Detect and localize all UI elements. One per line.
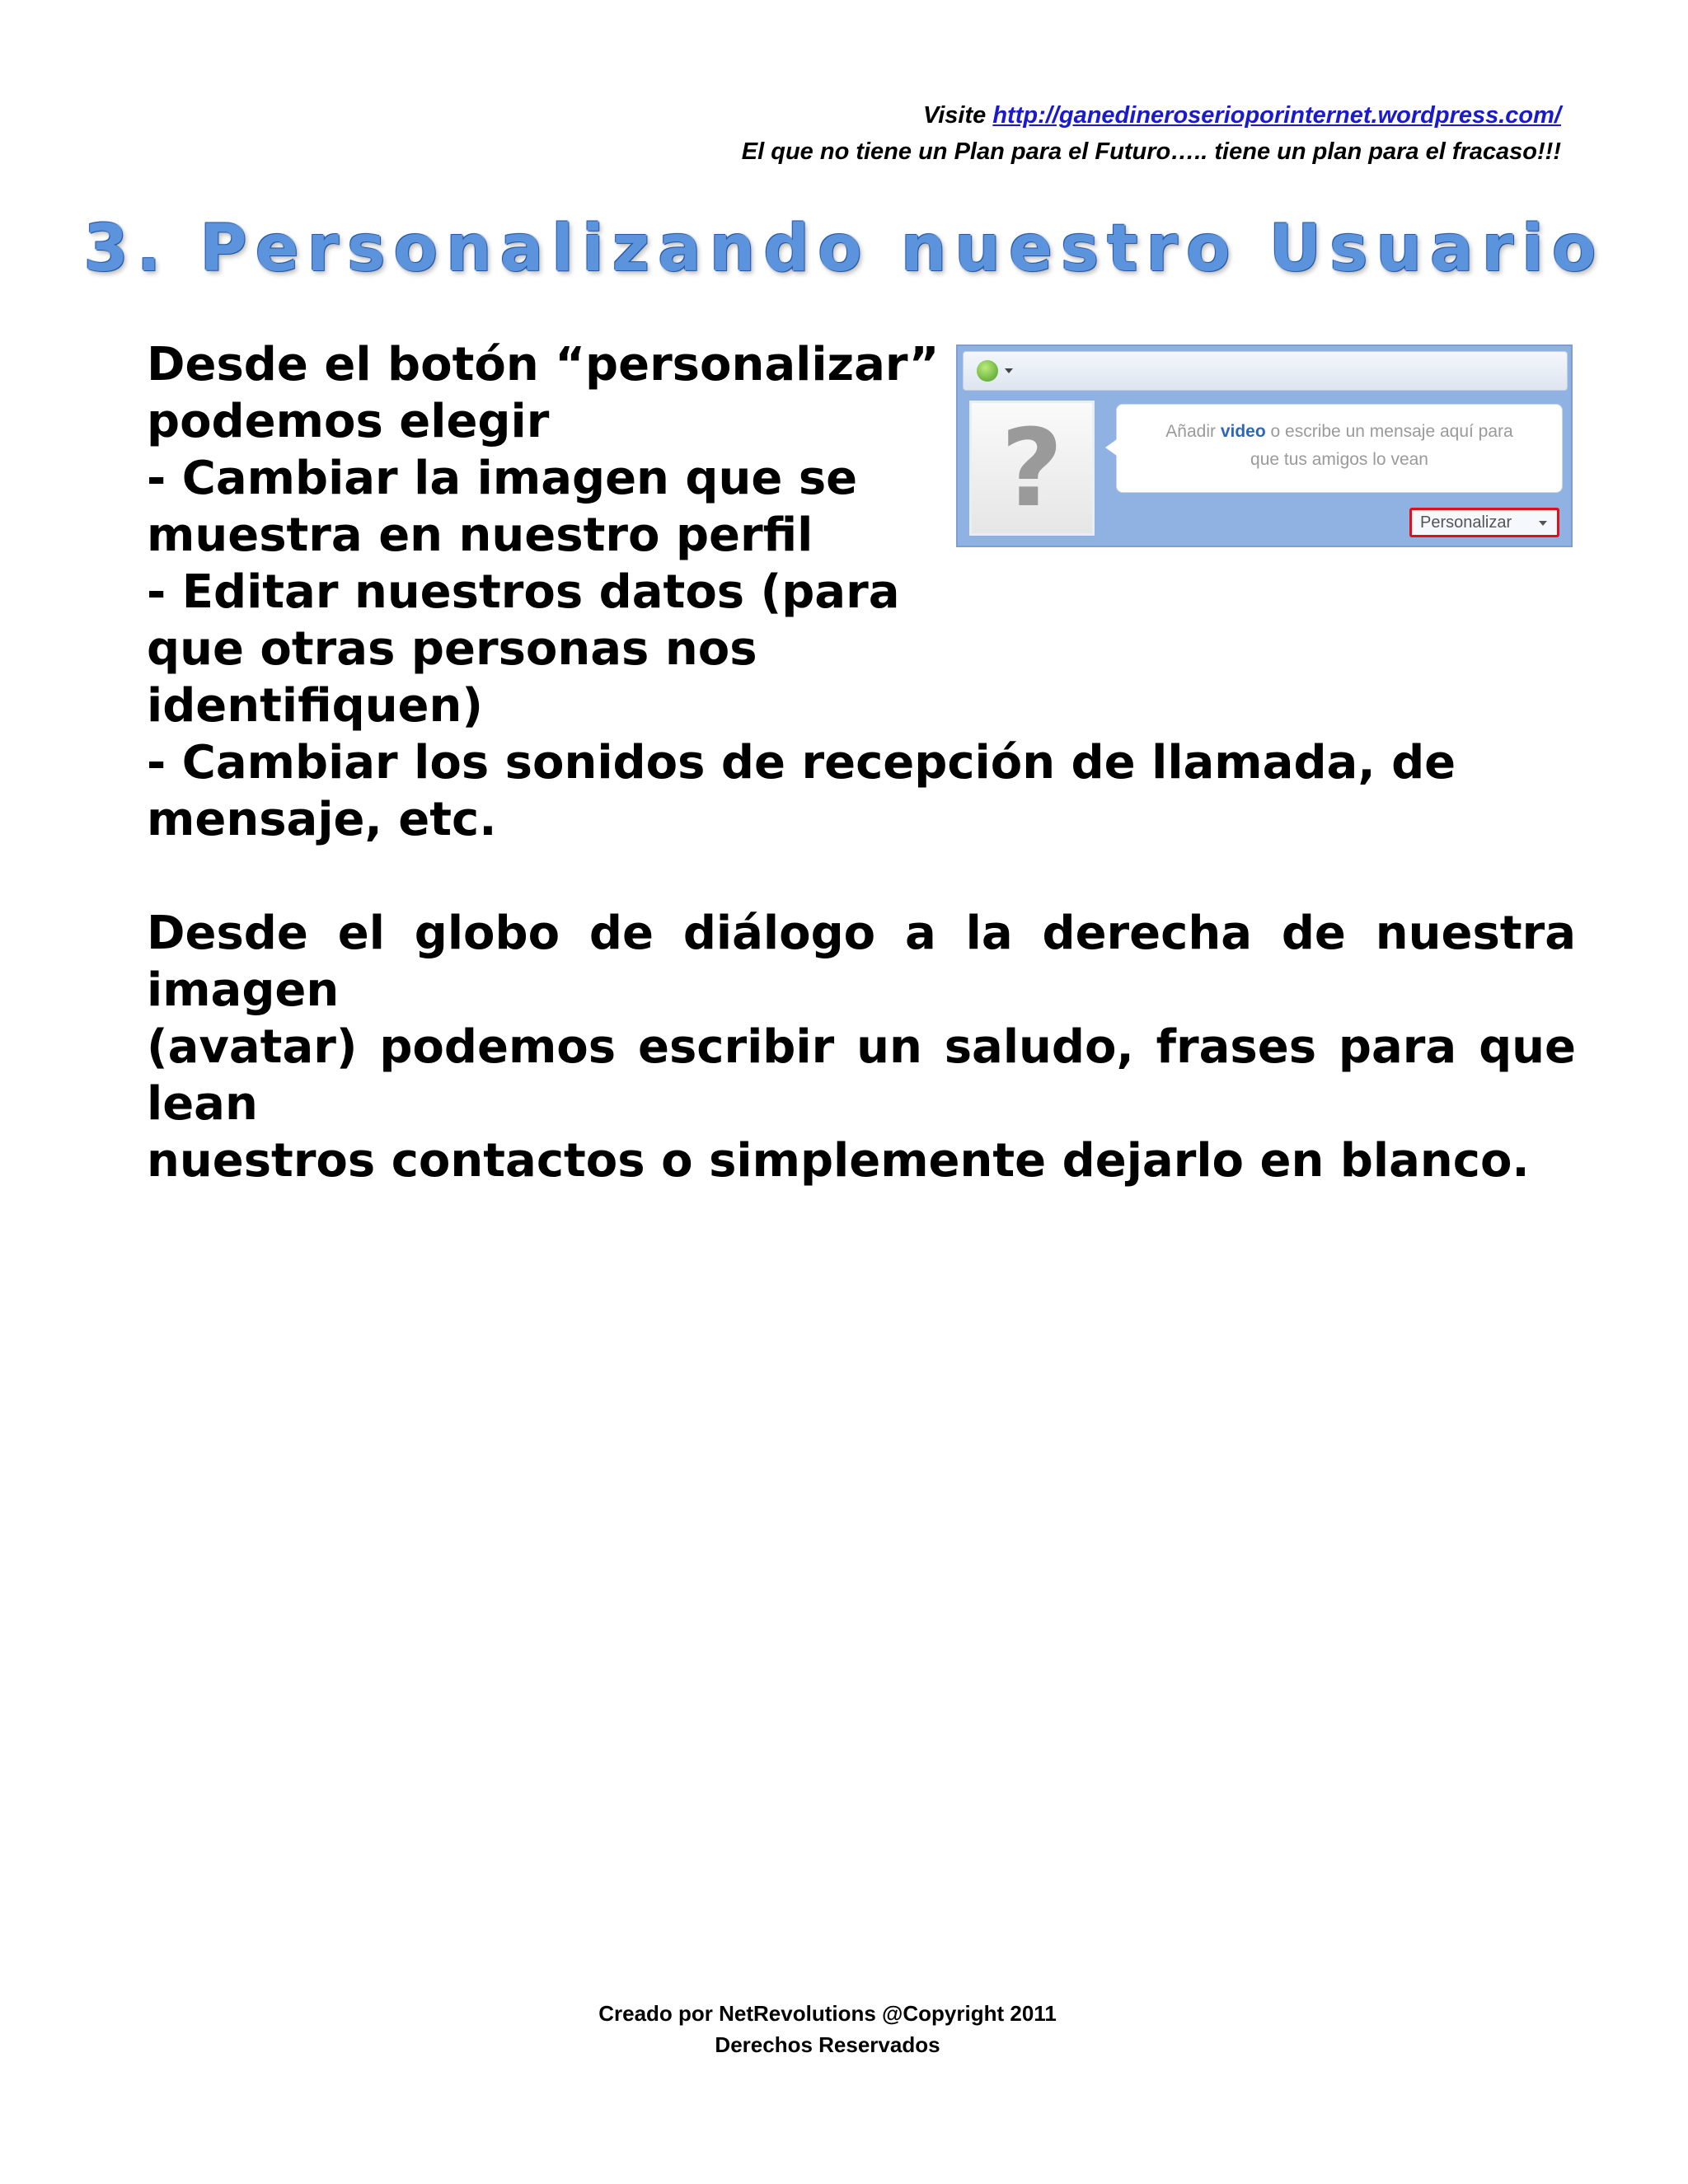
bubble-line-1	[1117, 418, 1562, 446]
text-line: Desde el botón “personalizar”	[147, 338, 940, 391]
status-bar	[963, 351, 1568, 391]
page-header	[742, 97, 1561, 170]
page-footer	[0, 1998, 1655, 2060]
text-line: - Cambiar la imagen que se	[147, 452, 858, 505]
text-line: nuestros contactos o simplemente dejarlo en blanco.	[147, 1134, 1530, 1188]
bubble-text: o escribe un mensaje aquí para	[1270, 422, 1513, 441]
blog-link[interactable]: http://ganedineroserioporinternet.wordpress.com/	[992, 102, 1561, 129]
text-line: - Cambiar los sonidos de recepción de llamada, de	[147, 736, 1456, 790]
video-link[interactable]: video	[1220, 422, 1266, 441]
visit-label: Visite	[922, 102, 987, 129]
slogan: El que no tiene un Plan para el Futuro….. tiene un plan para el fracaso!!!	[741, 138, 1561, 165]
text-line: (avatar) podemos escribir un saludo, frases para que lean	[147, 1020, 1576, 1131]
rights: Derechos Reservados	[715, 2032, 940, 2057]
text-line: muestra en nuestro perfil	[147, 509, 814, 562]
bubble-line-2: que tus amigos lo vean	[1250, 450, 1428, 469]
bubble-text: Añadir	[1165, 422, 1216, 441]
paragraph-globo	[147, 905, 1576, 1189]
status-icon[interactable]	[977, 360, 998, 382]
text-line: - Editar nuestros datos (para	[147, 565, 900, 619]
copyright: Creado por NetRevolutions @Copyright 2011	[598, 2001, 1057, 2026]
profile-screenshot	[956, 344, 1573, 547]
mood-message-bubble[interactable]	[1116, 404, 1563, 493]
text-line: mensaje, etc.	[147, 793, 497, 846]
text-line: podemos elegir	[147, 395, 550, 448]
text-line: identifiquen)	[147, 679, 483, 733]
text-line: Desde el globo de diálogo a la derecha de nuestra imagen	[147, 907, 1576, 1017]
visit-line	[742, 97, 1561, 134]
section-title: 3. Personalizando nuestro Usuario	[83, 212, 1605, 286]
avatar[interactable]: ?	[969, 401, 1095, 536]
personalizar-button[interactable]: Personalizar	[1409, 508, 1559, 537]
text-line: que otras personas nos	[147, 622, 757, 676]
